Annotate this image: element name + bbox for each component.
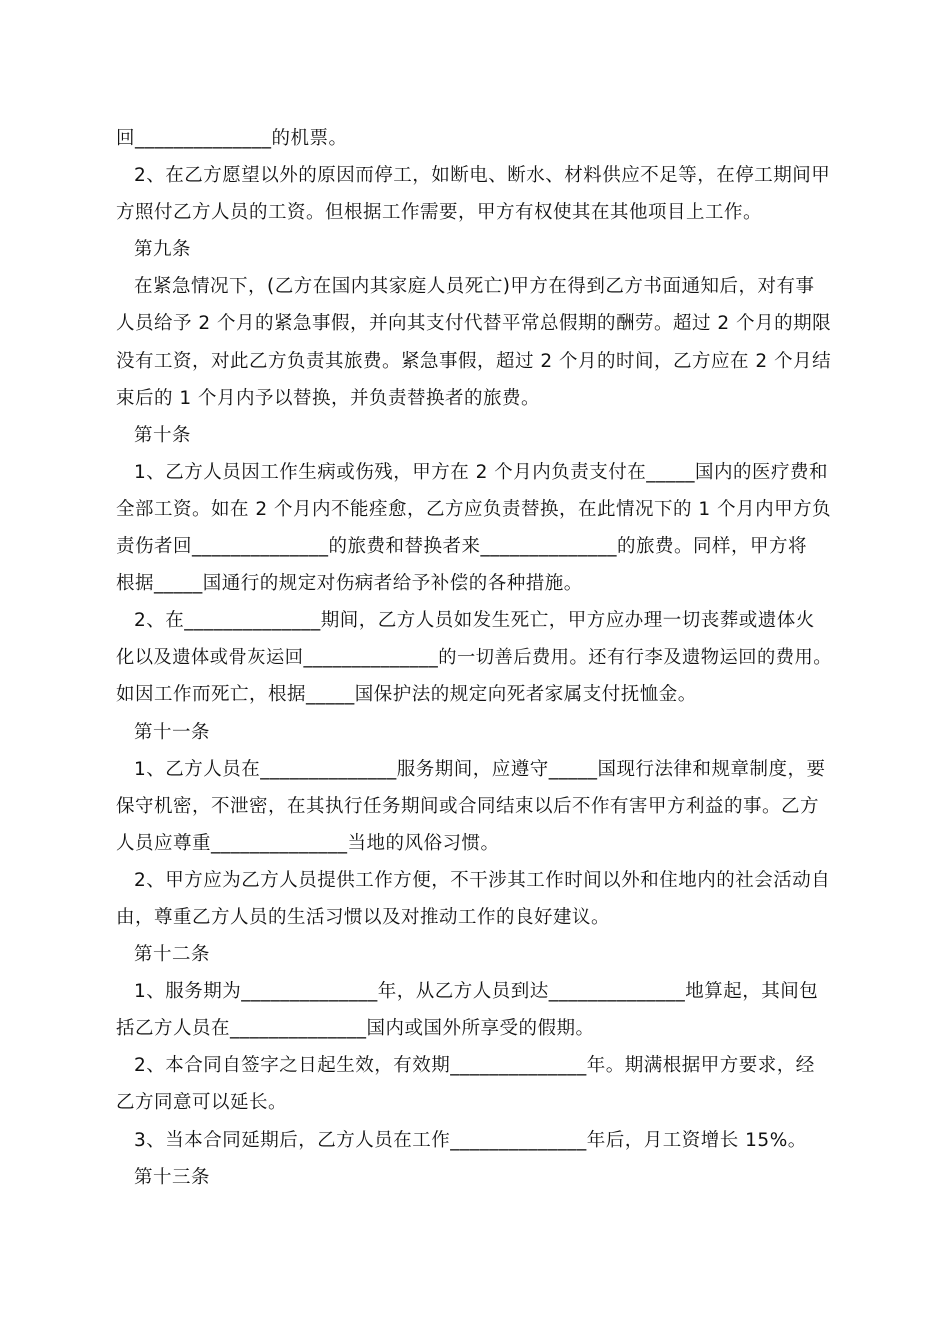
- text-line: 括乙方人员在______________国内或国外所享受的假期。: [116, 1018, 595, 1040]
- article-heading: 第十一条: [134, 721, 211, 743]
- text-line: 没有工资，对此乙方负责其旅费。紧急事假，超过 2 个月的时间，乙方应在 2 个月结: [116, 350, 832, 372]
- article-heading: 第九条: [134, 239, 192, 261]
- text-line: 人员应尊重______________当地的风俗习惯。: [116, 832, 500, 854]
- contract-page: [116, 120, 836, 1196]
- text-line: 乙方同意可以延长。: [116, 1092, 288, 1114]
- text-line: 责伤者回______________的旅费和替换者来______________的旅费。同样，甲方将: [116, 536, 808, 558]
- text-line: 束后的 1 个月内予以替换，并负责替换者的旅费。: [116, 387, 541, 409]
- text-line: 2、本合同自签字之日起生效，有效期______________年。期满根据甲方要求，经: [134, 1055, 815, 1077]
- text-line: 1、乙方人员因工作生病或伤残，甲方在 2 个月内负责支付在_____国内的医疗费和: [134, 461, 829, 483]
- text-line: 保守机密，不泄密，在其执行任务期间或合同结束以后不作有害甲方利益的事。乙方: [116, 795, 820, 817]
- text-line: 由，尊重乙方人员的生活习惯以及对推动工作的良好建议。: [116, 906, 611, 928]
- text-line: 2、甲方应为乙方人员提供工作方便，不干涉其工作时间以外和住地内的社会活动自: [134, 869, 831, 891]
- text-line: 如因工作而死亡，根据_____国保护法的规定向死者家属支付抚恤金。: [116, 684, 697, 706]
- text-line: 回______________的机票。: [116, 128, 348, 149]
- text-line: 2、在乙方愿望以外的原因而停工，如断电、断水、材料供应不足等，在停工期间甲: [134, 165, 831, 187]
- text-line: 根据_____国通行的规定对伤病者给予补偿的各种措施。: [116, 573, 583, 595]
- text-line: 化以及遗体或骨灰运回______________的一切善后费用。还有行李及遗物运回的费用。: [116, 647, 832, 669]
- article-heading: 第十条: [134, 424, 192, 446]
- text-line: 1、乙方人员在______________服务期间，应遵守_____国现行法律和规章制度，要: [134, 758, 826, 780]
- article-heading: 第十二条: [134, 944, 211, 966]
- text-line: 方照付乙方人员的工资。但根据工作需要，甲方有权使其在其他项目上工作。: [116, 202, 763, 224]
- text-line: 2、在______________期间，乙方人员如发生死亡，甲方应办理一切丧葬或遗体火: [134, 610, 815, 632]
- text-line: 全部工资。如在 2 个月内不能痊愈，乙方应负责替换，在此情况下的 1 个月内甲方负: [116, 498, 832, 520]
- text-line: 人员给予 2 个月的紧急事假，并向其支付代替平常总假期的酬劳。超过 2 个月的期限: [116, 313, 832, 335]
- article-heading: 第十三条: [134, 1166, 211, 1188]
- text-line: 在紧急情况下，(乙方在国内其家庭人员死亡)甲方在得到乙方书面通知后，对有事: [134, 276, 815, 298]
- text-line: 3、当本合同延期后，乙方人员在工作______________年后，月工资增长 15%。: [134, 1129, 807, 1151]
- text-line: 1、服务期为______________年，从乙方人员到达______________地算起，其间包: [134, 981, 819, 1003]
